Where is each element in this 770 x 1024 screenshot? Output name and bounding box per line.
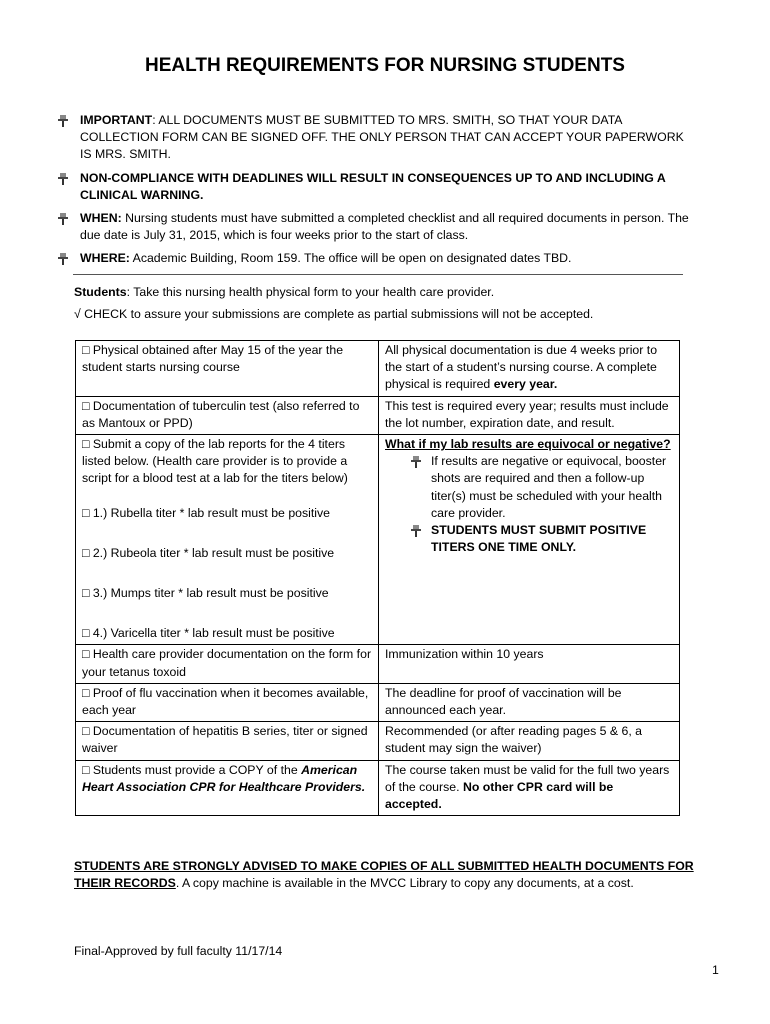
cpr-note-text: The course taken must be valid for the full two years of the course. [385,762,670,794]
students-label: Students [74,285,127,299]
page-number: 1 [712,963,719,977]
notice-list [56,112,696,274]
rubeola-titer-item: □ 2.) Rubeola titer * lab result must be positive [82,545,335,560]
notice-label: NON-COMPLIANCE WITH DEADLINES WILL RESULT IN CONSEQUENCES UP TO AND INCLUDING A CLINICAL WARNING. [80,170,666,202]
cpr-note [379,760,680,816]
notice-label: IMPORTANT [80,113,153,127]
physical-note-text: All physical documentation is due 4 weeks prior to the start of a student’s nursing course. A complete physical is required [385,343,658,392]
table-row [76,722,680,760]
notice-text: : ALL DOCUMENTS MUST BE SUBMITTED TO MRS. SMITH, SO THAT YOUR DATA COLLECTION FORM CAN BE SIGNED OFF. THE ONLY PERSON THAT CAN ACCEPT YOUR PAPERWORK IS MRS. SMITH. [80,113,684,162]
pushpin-bullet-icon [56,212,70,226]
hepb-note: Recommended (or after reading pages 5 & 6, a student may sign the waiver) [379,722,680,760]
cpr-requirement-text: □ Students must provide a COPY of the [82,762,302,777]
notice-label: WHEN: [80,211,122,226]
titers-note [379,435,680,645]
table-row [76,760,680,816]
table-row [76,645,680,683]
tetanus-requirement: □ Health care provider documentation on the form for your tetanus toxoid [76,645,379,683]
cpr-note-bold: No other CPR card will be accepted. [385,779,614,812]
titers-note-bullet [385,522,673,556]
notice-important [56,112,696,164]
cpr-requirement [76,760,379,816]
varicella-titer-item: □ 4.) Varicella titer * lab result must be positive [82,626,335,641]
pushpin-bullet-icon [56,172,70,186]
notice-when [56,210,696,244]
intro-section [74,284,694,328]
titers-intro: □ Submit a copy of the lab reports for the 4 titers listed below. (Health care provider is to provide a script for a blood test at a lab for the titers below) [82,437,348,486]
table-row [76,341,680,397]
notice-label: WHERE: [80,251,130,266]
notice-where [56,250,696,267]
advice-highlight: STUDENTS ARE STRONGLY ADVISED TO MAKE COPIES OF ALL SUBMITTED HEALTH DOCUMENTS FOR THEIR RECORDS [74,859,694,891]
notice-text: Nursing students must have submitted a completed checklist and all required documents in person. The due date is July 31, 2015, which is four weeks prior to the start of class. [80,211,689,243]
tetanus-note: Immunization within 10 years [379,645,680,683]
advice-text: . A copy machine is available in the MVCC Library to copy any documents, at a cost. [175,876,634,891]
titers-requirement [76,435,379,645]
pushpin-bullet-icon [56,252,70,266]
cpr-course-name: American Heart Association CPR for Healthcare Providers. [82,762,366,794]
mumps-titer-item: □ 3.) Mumps titer * lab result must be positive [82,586,329,601]
copies-advice [74,858,714,892]
flu-requirement: □ Proof of flu vaccination when it becomes available, each year [76,683,379,721]
titers-note-bold: STUDENTS MUST SUBMIT POSITIVE TITERS ONE TIME ONLY. [431,523,647,555]
titers-note-bullet [385,453,673,522]
titers-note-text: If results are negative or equivocal, booster shots are required and then a follow-up titer(s) must be scheduled with your health care provider. [431,454,667,520]
physical-note-bold: every year. [493,377,558,392]
requirements-table [75,340,680,816]
notice-noncompliance [56,170,696,204]
tb-requirement: □ Documentation of tuberculin test (also referred to as Mantoux or PPD) [76,396,379,434]
flu-note: The deadline for proof of vaccination will be announced each year. [379,683,680,721]
page-title: HEALTH REQUIREMENTS FOR NURSING STUDENTS [145,55,625,76]
table-row [76,396,680,434]
pushpin-bullet-icon [409,524,423,538]
tb-note: This test is required every year; results must include the lot number, expiration date, and result. [379,396,680,434]
approval-footer: Final-Approved by full faculty 11/17/14 [74,944,283,958]
physical-note [379,341,680,397]
physical-requirement: □ Physical obtained after May 15 of the year the student starts nursing course [76,341,379,397]
table-row [76,435,680,645]
check-instruction: √ CHECK to assure your submissions are complete as partial submissions will not be accepted. [74,307,594,322]
section-divider [73,274,683,275]
pushpin-bullet-icon [56,114,70,128]
titers-note-heading: What if my lab results are equivocal or negative? [385,437,671,452]
hepb-requirement: □ Documentation of hepatitis B series, titer or signed waiver [76,722,379,760]
students-text: : Take this nursing health physical form to your health care provider. [126,285,495,299]
table-row [76,683,680,721]
pushpin-bullet-icon [409,455,423,469]
rubella-titer-item: □ 1.) Rubella titer * lab result must be positive [82,505,331,520]
students-instruction [74,284,694,301]
notice-text: Academic Building, Room 159. The office will be open on designated dates TBD. [129,251,572,266]
